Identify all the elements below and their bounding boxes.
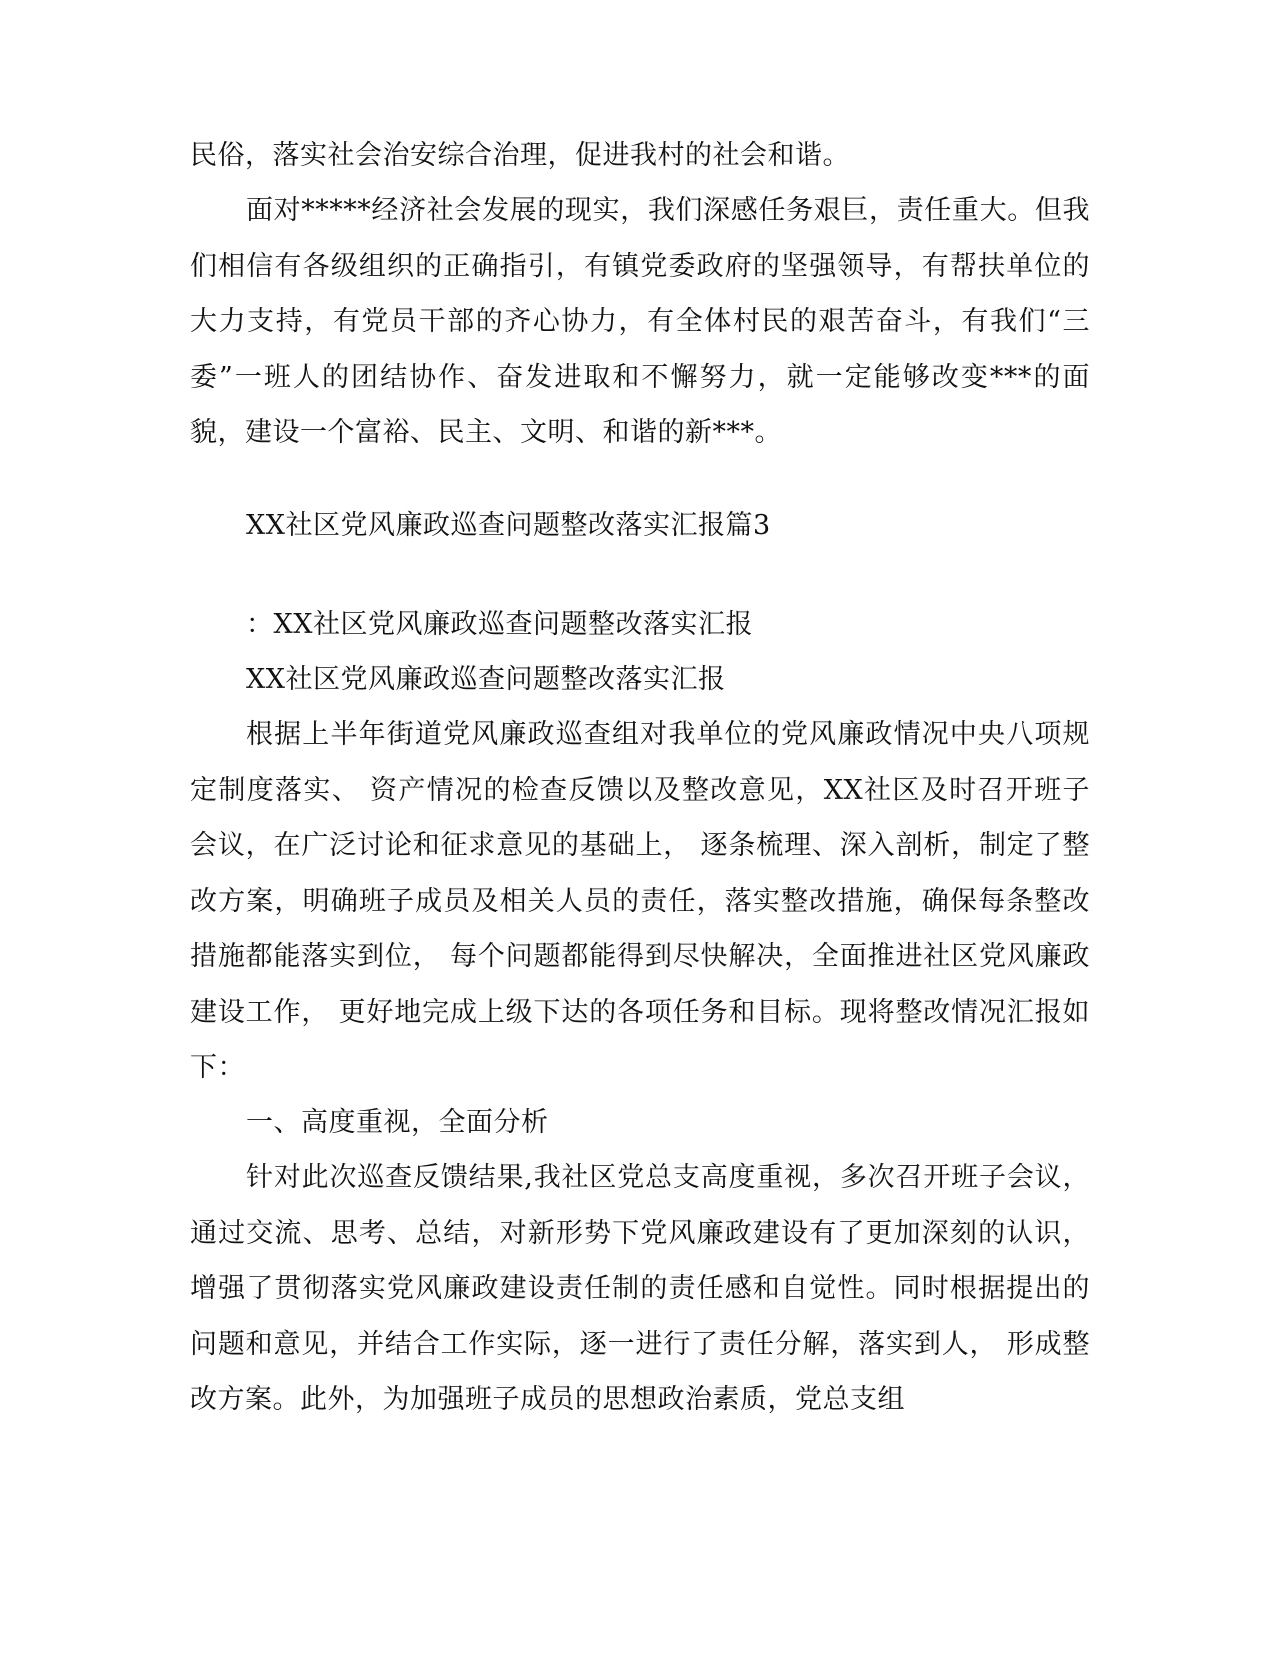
report-subtitle-2: XX社区党风廉政巡查问题整改落实汇报 bbox=[246, 664, 726, 695]
paragraph-section-one: 针对此次巡查反馈结果,我社区党总支高度重视，多次召开班子会议，通过交流、思考、总结，对新形势下党风廉政建设有了更加深刻的认识，增强了贯彻落实党风廉政建设责任制的责任感和自觉性。同时根据提出的问题和意见，并结合工作实际，逐一进行了责任分解，落实到人， 形成整改方案。此外，为加强班子成员的思想政治素质，党总支组 bbox=[190, 1162, 1090, 1415]
paragraph-conclusion: 面对*****经济社会发展的现实，我们深感任务艰巨，责任重大。但我们相信有各级组织的正确指引，有镇党委政府的坚强领导，有帮扶单位的大力支持，有党员干部的齐心协力，有全体村民的艰苦奋斗，有我们“三委”一班人的团结协作、奋发进取和不懈努力，就一定能够改变***的面貌，建设一个富裕、民主、文明、和谐的新***。 bbox=[190, 195, 1090, 448]
report-subtitle-1: ：XX社区党风廉政巡查问题整改落实汇报 bbox=[246, 609, 753, 640]
heading-section-one: 一、高度重视，全面分析 bbox=[246, 1107, 549, 1138]
paragraph-intro: 根据上半年街道党风廉政巡查组对我单位的党风廉政情况中央八项规定制度落实、 资产情况的检查反馈以及整改意见，XX社区及时召开班子会议，在广泛讨论和征求意见的基础上， 逐条梳理、深入剖析，制定了整改方案，明确班子成员及相关人员的责任，落实整改措施，确保每条整改措施都能落实到位， 每个问题都能得到尽快解决，全面推进社区党风廉政建设工作， 更好地完成上级下达的各项任务和目标。现将整改情况汇报如下： bbox=[190, 719, 1090, 1083]
paragraph-continuation: 民俗，落实社会治安综合治理，促进我村的社会和谐。 bbox=[190, 140, 850, 171]
section-title: XX社区党风廉政巡查问题整改落实汇报篇3 bbox=[246, 510, 771, 541]
